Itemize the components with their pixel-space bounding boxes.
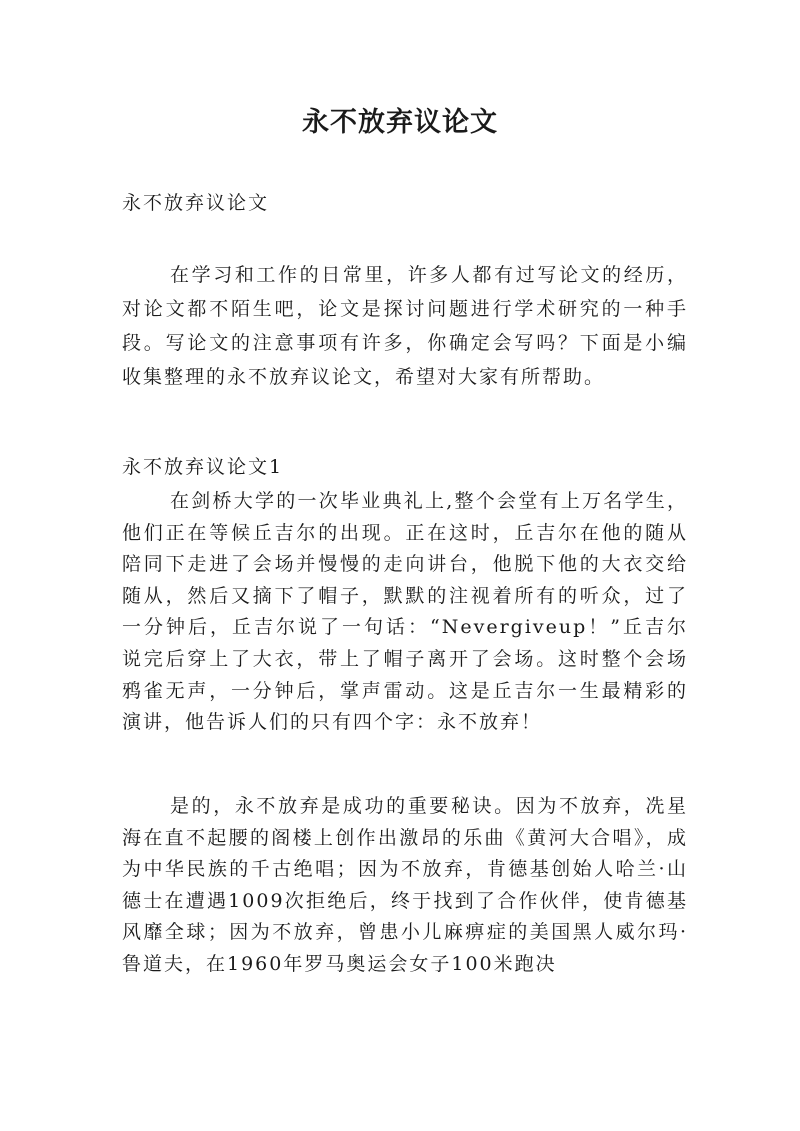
body-paragraph: 是的，永不放弃是成功的重要秘诀。因为不放弃，冼星海在直不起腰的阁楼上创作出激昂的乐曲《黄河大合唱》，成为中华民族的千古绝唱；因为不放弃，肯德基创始人哈兰·山德士在遭遇1009次拒绝后，终于找到了合作伙伴，使肯德基风靡全球；因为不放弃，曾患小儿麻痹症的美国黑人威尔玛·鲁道夫，在1960年罗马奥运会女子100米跑决 bbox=[122, 795, 688, 975]
section-heading: 永不放弃议论文1 bbox=[122, 456, 284, 478]
body-paragraph: 在剑桥大学的一次毕业典礼上,整个会堂有上万名学生，他们正在等候丘吉尔的出现。正在这时，丘吉尔在他的随从陪同下走进了会场并慢慢的走向讲台，他脱下他的大衣交给随从，然后又摘下了帽子，默默的注视着所有的听众，过了一分钟后，丘吉尔说了一句话：“Nevergiveup！”丘吉尔说完后穿上了大衣，带上了帽子离开了会场。这时整个会场鸦雀无声，一分钟后，掌声雷动。这是丘吉尔一生最精彩的演讲，他告诉人们的只有四个字：永不放弃！ bbox=[122, 490, 688, 734]
document-subtitle: 永不放弃议论文 bbox=[122, 192, 270, 214]
document-title: 永不放弃议论文 bbox=[302, 107, 498, 138]
intro-paragraph: 在学习和工作的日常里，许多人都有过写论文的经历，对论文都不陌生吧，论文是探讨问题进行学术研究的一种手段。写论文的注意事项有许多，你确定会写吗？下面是小编收集整理的永不放弃议论文，希望对大家有所帮助。 bbox=[122, 264, 688, 388]
